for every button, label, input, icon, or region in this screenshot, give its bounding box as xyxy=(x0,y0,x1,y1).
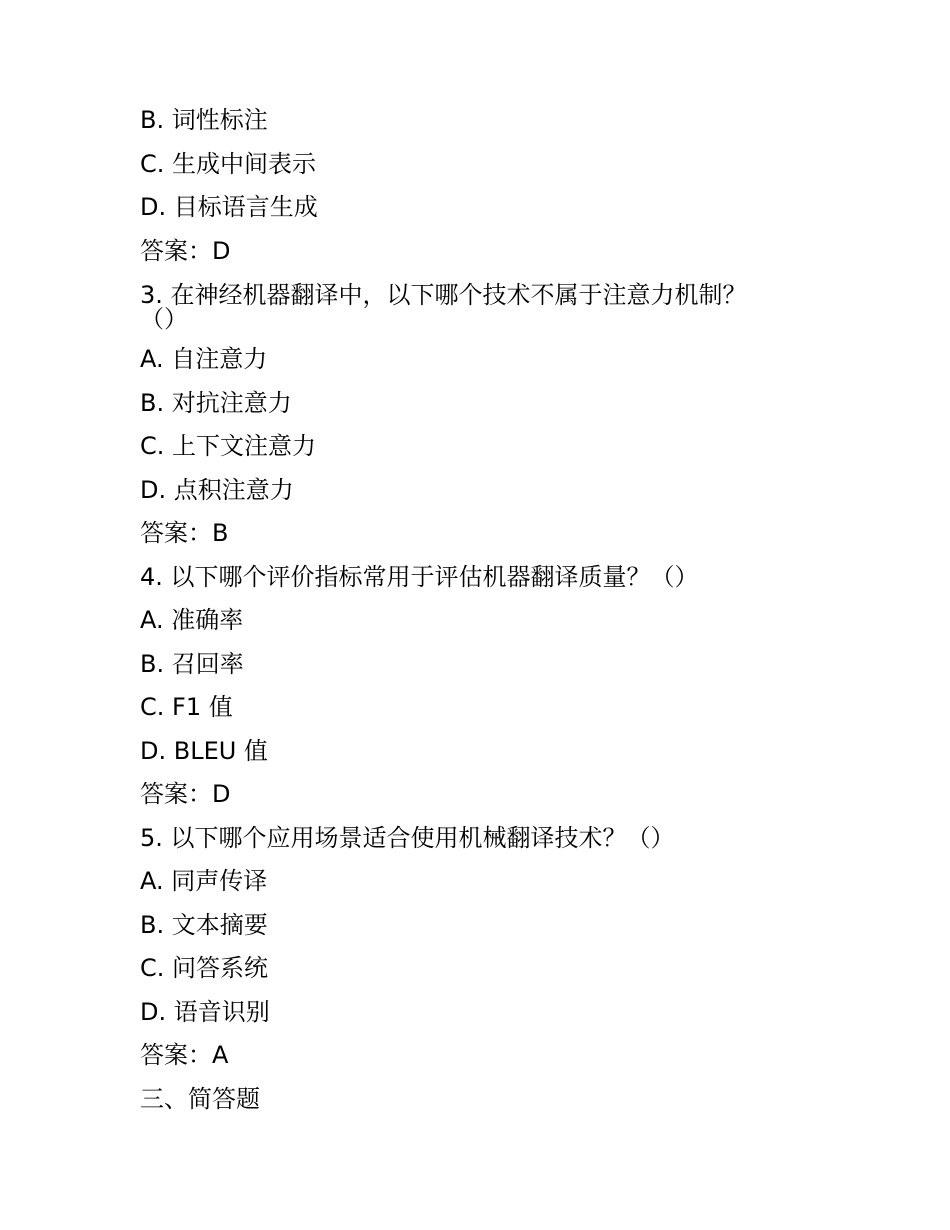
q4-option-d: D. BLEU 值 xyxy=(140,737,268,765)
q5-option-c: C. 问答系统 xyxy=(140,954,269,982)
q5-option-a: A. 同声传译 xyxy=(140,867,268,895)
question-3: 3. 在神经机器翻译中，以下哪个技术不属于注意力机制？（） xyxy=(140,281,747,333)
question-4: 4. 以下哪个评价指标常用于评估机器翻译质量？（） xyxy=(140,563,699,591)
q3-option-a: A. 自注意力 xyxy=(140,345,268,373)
option-b-pos-tagging: B. 词性标注 xyxy=(140,106,268,134)
q4-option-c: C. F1 值 xyxy=(140,693,233,721)
section-heading-short-answer: 三、简答题 xyxy=(140,1085,260,1113)
q3-option-b: B. 对抗注意力 xyxy=(140,389,292,417)
q5-option-b: B. 文本摘要 xyxy=(140,911,268,939)
answer-2: 答案：D xyxy=(140,237,231,265)
question-5: 5. 以下哪个应用场景适合使用机械翻译技术？（） xyxy=(140,824,675,852)
answer-3: 答案：B xyxy=(140,519,229,547)
q3-option-d: D. 点积注意力 xyxy=(140,476,294,504)
answer-5: 答案：A xyxy=(140,1041,229,1069)
q5-option-d: D. 语音识别 xyxy=(140,998,270,1026)
q4-option-b: B. 召回率 xyxy=(140,650,244,678)
option-c-intermediate-representation: C. 生成中间表示 xyxy=(140,150,317,178)
answer-4: 答案：D xyxy=(140,780,231,808)
q3-option-c: C. 上下文注意力 xyxy=(140,432,317,460)
q4-option-a: A. 准确率 xyxy=(140,606,244,634)
option-d-target-generation: D. 目标语言生成 xyxy=(140,193,318,221)
